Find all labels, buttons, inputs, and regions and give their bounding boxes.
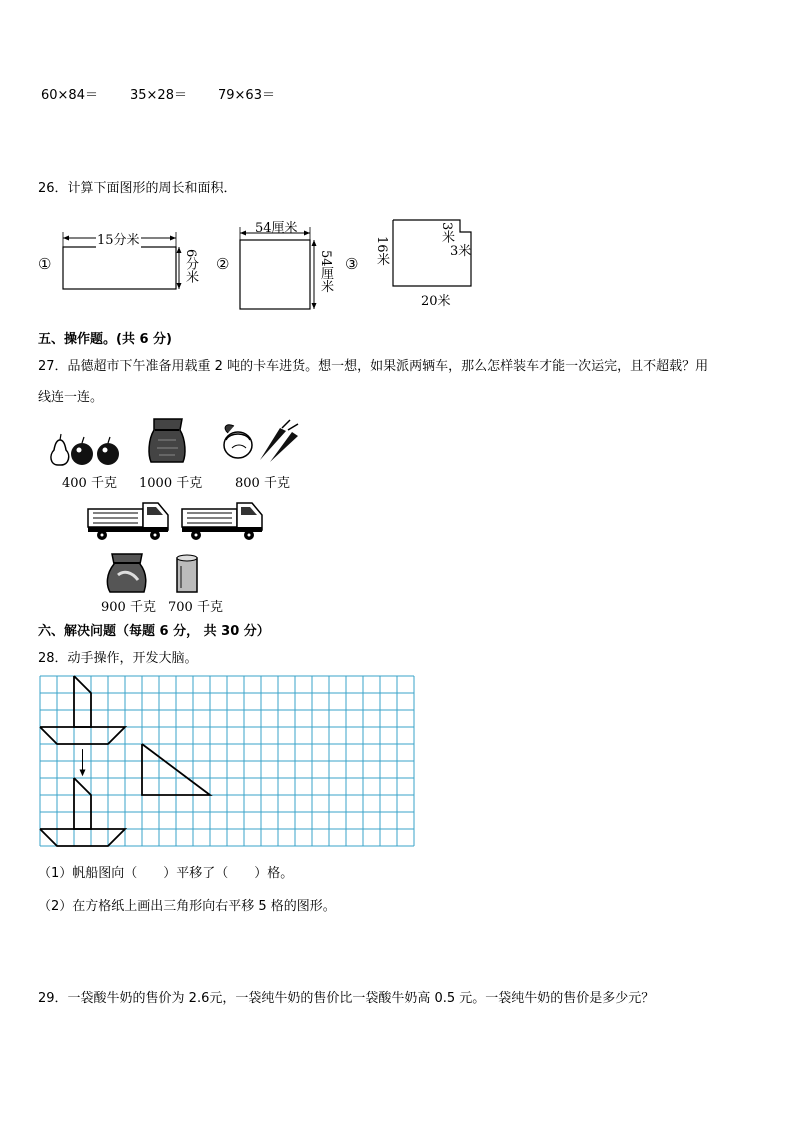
- square-grid: [40, 676, 416, 846]
- sailboat-original-hull: [40, 727, 125, 744]
- calc-item-1: 60×84＝: [41, 88, 98, 103]
- truck-icon-1: [88, 503, 168, 540]
- q27-line1: 27．品德超市下午准备用载重 2 吨的卡车进货。想一想，如果派两辆车，那么怎样装车才能一次运完，且不超载？用: [38, 359, 709, 374]
- q28-sub1: （1）帆船图向（ ）平移了（ ）格。: [38, 866, 294, 881]
- fig1-top-label: 15分米: [96, 229, 141, 248]
- item-label-400kg: 400 千克: [62, 476, 117, 491]
- item-label-700kg: 700 千克: [168, 600, 223, 615]
- calc-item-3: 79×63＝: [218, 88, 275, 103]
- fig2-side-label: 54厘米: [318, 250, 333, 293]
- item-label-800kg: 800 千克: [235, 476, 290, 491]
- fig3-notch-v-label: 3米: [439, 222, 454, 244]
- truck-icon-2: [182, 503, 262, 540]
- sailboat-moved-sail: [74, 778, 91, 829]
- fruit-icon: [51, 434, 119, 465]
- fig2-top-label: 54厘米: [255, 221, 298, 236]
- sack-icon-2: [107, 554, 145, 592]
- sack-icon: [149, 419, 185, 462]
- fig1-marker: ①: [38, 255, 52, 273]
- fig3-left-label: 16米: [374, 236, 389, 266]
- fig2-marker: ②: [216, 255, 230, 273]
- calc-item-2: 35×28＝: [130, 88, 187, 103]
- q26-text: 26．计算下面图形的周长和面积．: [38, 181, 237, 196]
- q28-text: 28．动手操作，开发大脑。: [38, 651, 198, 666]
- fig3-marker: ③: [345, 255, 359, 273]
- can-icon: [177, 555, 197, 592]
- q28-sub2: （2）在方格纸上画出三角形向右平移 5 格的图形。: [38, 899, 336, 914]
- fig3-bottom-label: 20米: [421, 294, 451, 309]
- fig1-side-label: 6分米: [183, 249, 198, 284]
- translation-arrow-head: [80, 770, 86, 777]
- section6-title: 六、解决问题（每题 6 分， 共 30 分）: [38, 624, 270, 639]
- item-label-1000kg: 1000 千克: [139, 476, 203, 491]
- fig3-notch-h-label: 3米: [450, 244, 472, 259]
- sailboat-original-sail: [74, 676, 91, 727]
- q27-line2: 线连一连。: [38, 390, 104, 405]
- item-label-900kg: 900 千克: [101, 600, 156, 615]
- vegetables-icon: [224, 420, 298, 462]
- section5-title: 五、操作题。(共 6 分): [38, 332, 172, 347]
- sailboat-moved-hull: [40, 829, 125, 846]
- q29-text: 29．一袋酸牛奶的售价为 2.6元，一袋纯牛奶的售价比一袋酸牛奶高 0.5 元。一袋纯牛奶的售价是多少元？: [38, 991, 655, 1006]
